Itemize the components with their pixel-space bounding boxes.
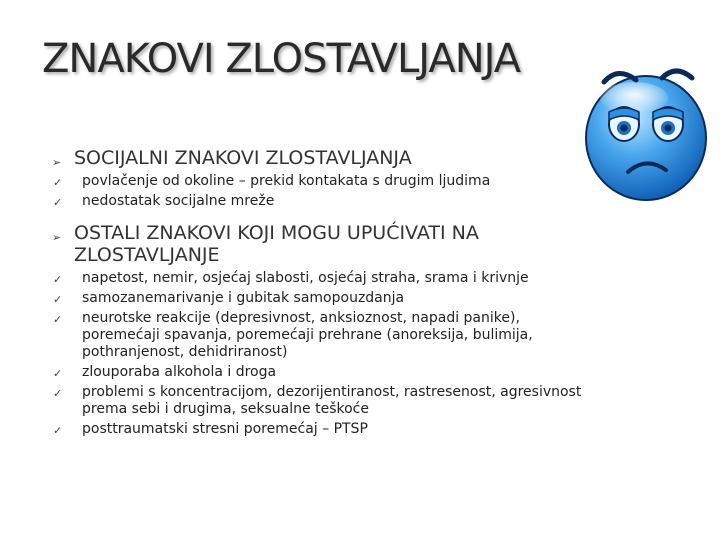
check-mark-icon: ✓ [53, 293, 63, 306]
list-item: ✓ posttraumatski stresni poremećaj – PTSP [53, 421, 368, 437]
check-mark-icon: ✓ [53, 273, 63, 286]
list-item: ✓ problemi s koncentracijom, dezorijentiranost, rastresenost, agresivnost prema sebi i drugima, seksualne teškoće [53, 384, 582, 417]
slide-title: ZNAKOVI ZLOSTAVLJANJA [42, 36, 521, 82]
section-heading-social: ➢ SOCIJALNI ZNAKOVI ZLOSTAVLJANJA [58, 147, 598, 169]
check-mark-icon: ✓ [53, 367, 63, 380]
diamond-bullet-icon: ➢ [52, 231, 62, 244]
diamond-bullet-icon: ➢ [52, 156, 62, 169]
check-mark-icon: ✓ [53, 196, 63, 209]
list-item: ✓ zlouporaba alkohola i droga [53, 364, 277, 380]
check-mark-icon: ✓ [53, 176, 63, 189]
check-mark-icon: ✓ [53, 387, 63, 400]
slide-content [52, 144, 598, 441]
list-item: ✓ napetost, nemir, osjećaj slabosti, osjećaj straha, srama i krivnje [53, 270, 529, 286]
list-item: ✓ neurotske reakcije (depresivnost, anksioznost, napadi panike), poremećaji spavanja, poremećaji prehrane (anoreksija, bulimija, pothranjenost, dehidriranost) [53, 310, 533, 360]
list-item: ✓ povlačenje od okoline – prekid kontakata s drugim ljudima [53, 173, 491, 189]
check-mark-icon: ✓ [53, 313, 63, 326]
check-mark-icon: ✓ [53, 424, 63, 437]
list-item: ✓ nedostatak socijalne mreže [53, 193, 275, 209]
section-heading-other: ➢ OSTALI ZNAKOVI KOJI MOGU UPUĆIVATI NA ZLOSTAVLJANJE [52, 222, 479, 266]
sad-face-icon [580, 40, 715, 205]
list-item: ✓ samozanemarivanje i gubitak samopouzdanja [53, 290, 405, 306]
